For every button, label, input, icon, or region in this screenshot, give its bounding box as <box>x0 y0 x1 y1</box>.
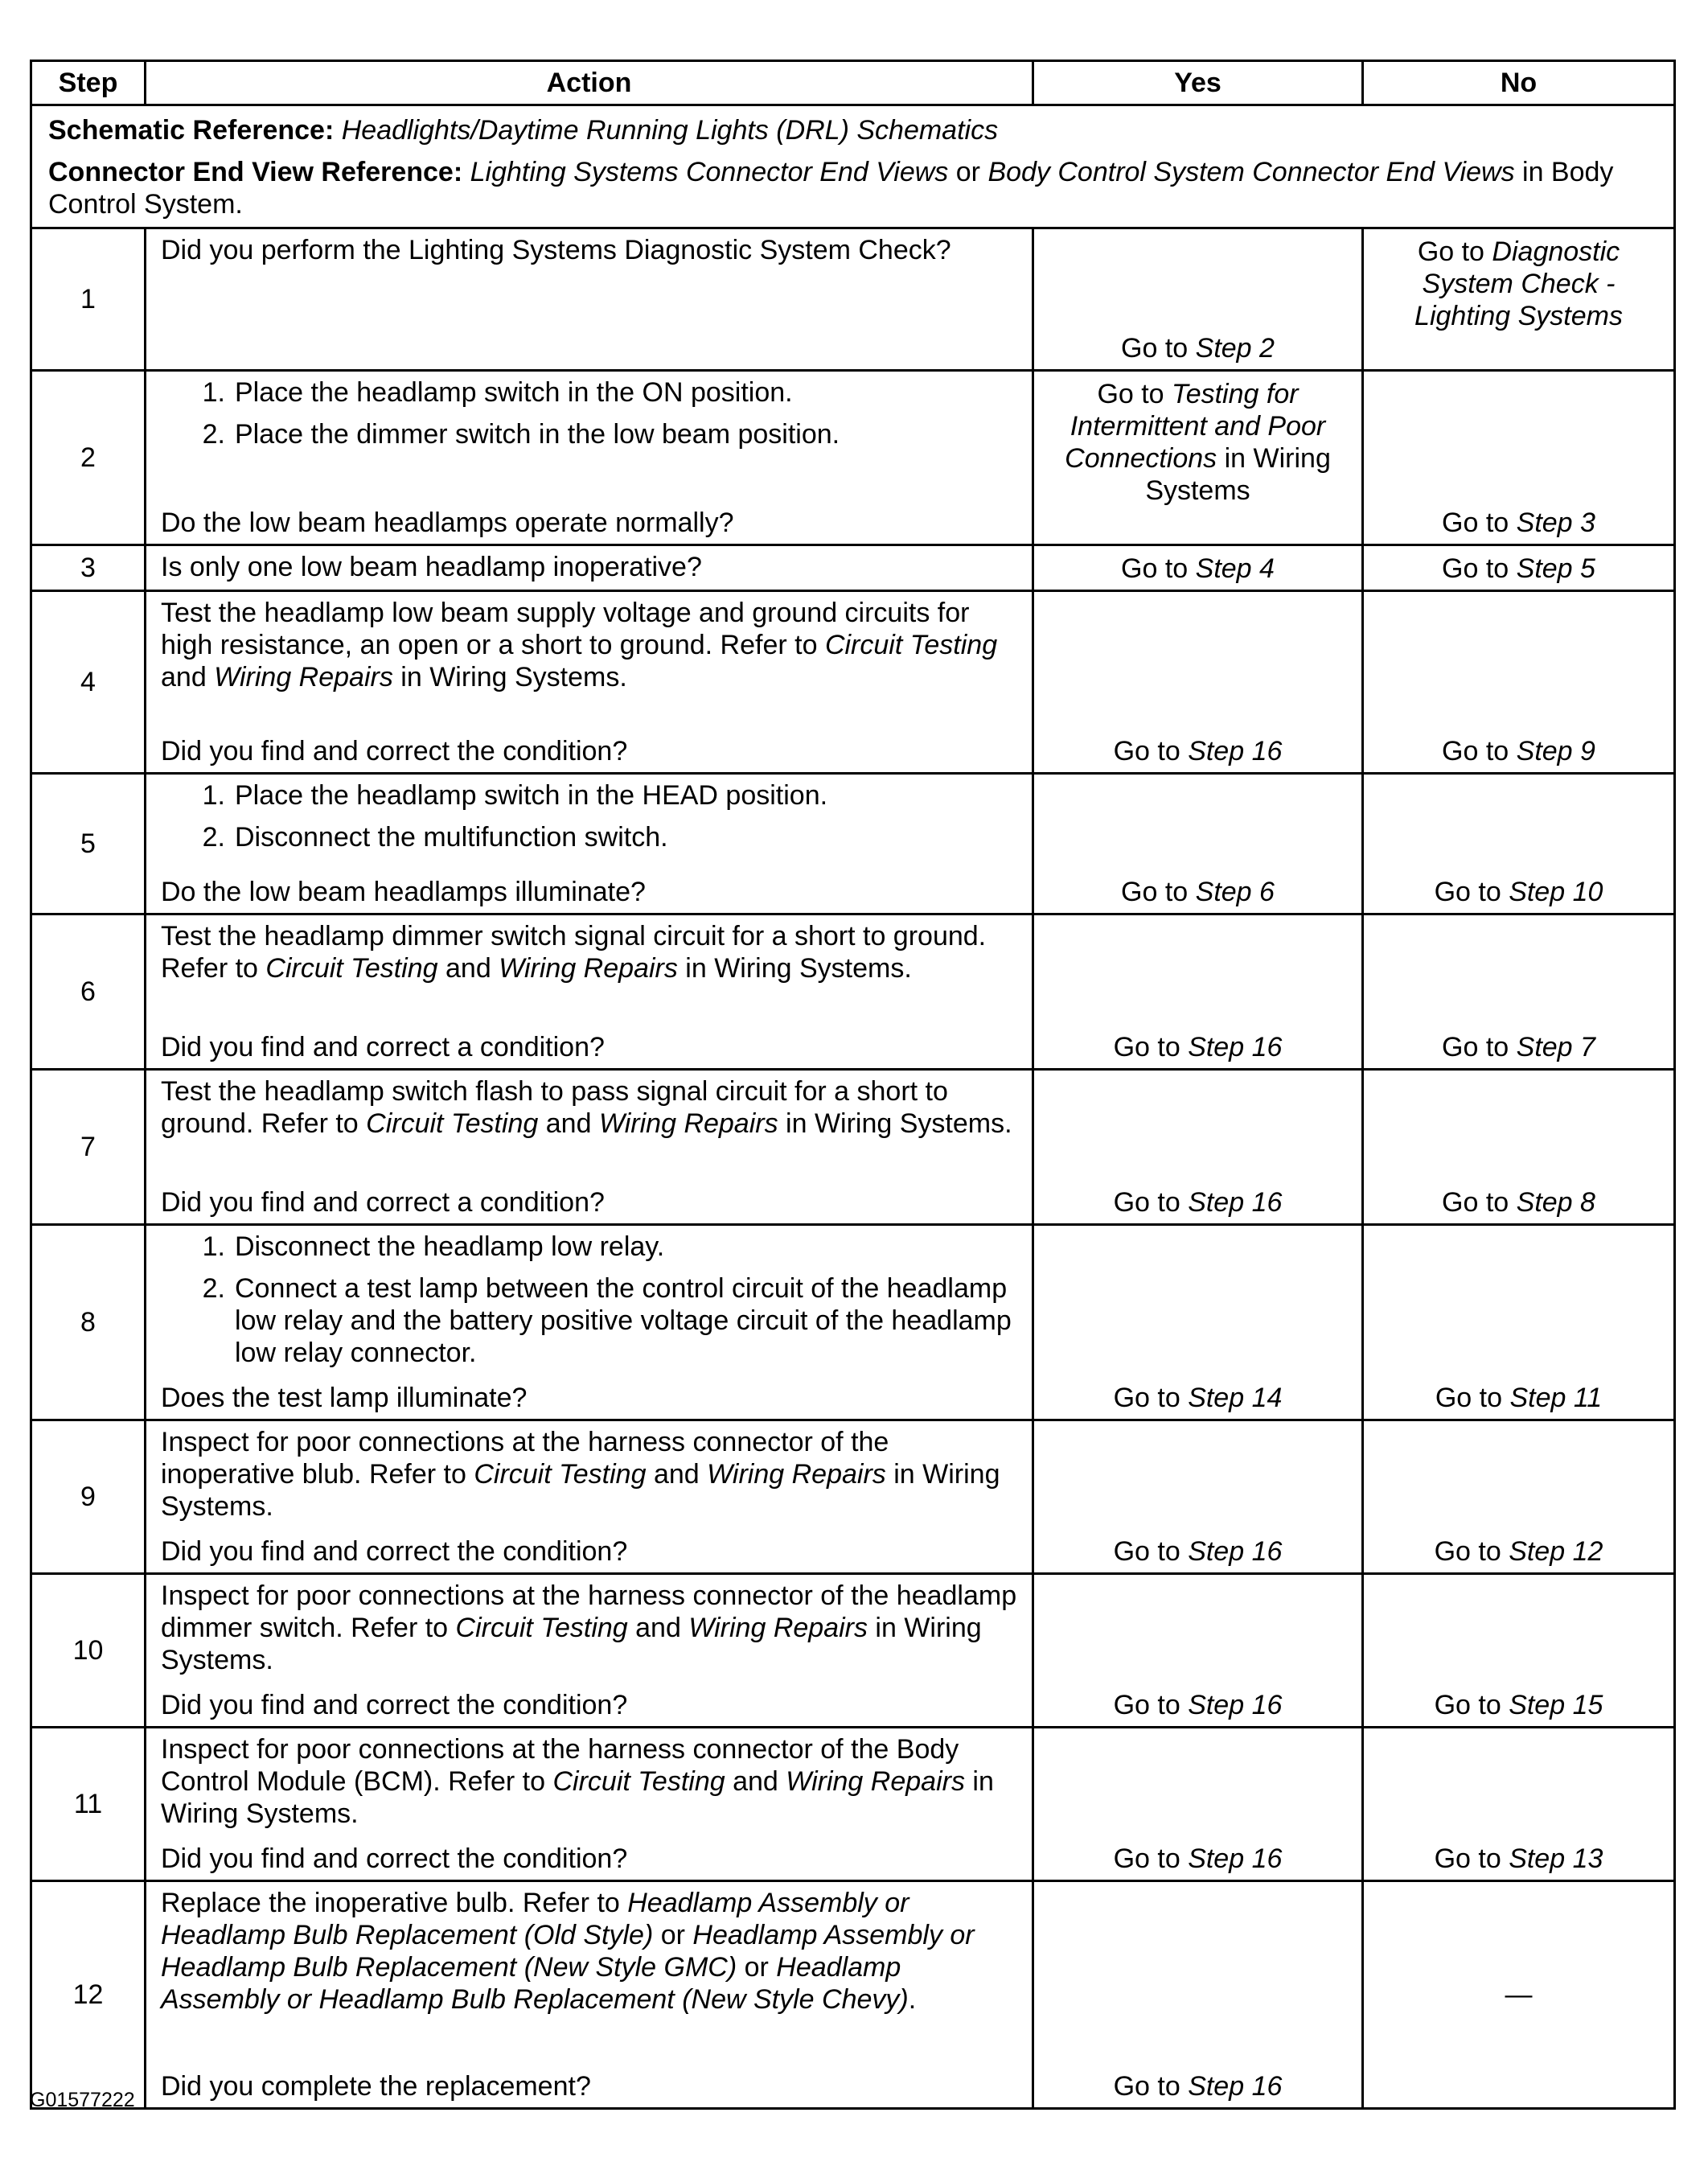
action-content <box>161 597 1017 767</box>
yes-cell <box>1033 228 1363 371</box>
table-row <box>31 545 1675 591</box>
action-text-tail: in Wiring Systems. <box>392 662 627 693</box>
no-cell <box>1363 591 1675 774</box>
list-text: Disconnect the headlamp low relay. <box>235 1231 665 1262</box>
connector-reference-label: Connector End View Reference: <box>48 157 463 187</box>
action-text-and: and <box>725 1766 786 1797</box>
action-cell <box>146 371 1033 545</box>
action-ref-circuit-testing: Circuit Testing <box>265 953 438 984</box>
yes-cell <box>1033 371 1363 545</box>
table-row <box>31 774 1675 914</box>
action-text-and: and <box>646 1459 708 1490</box>
action-list-item <box>161 821 1017 853</box>
no-target: Step 8 <box>1516 1187 1595 1218</box>
action-ref-circuit-testing: Circuit Testing <box>552 1766 725 1797</box>
no-link <box>1364 1031 1673 1063</box>
action-content <box>161 1231 1017 1414</box>
no-link <box>1364 1689 1673 1721</box>
table-row <box>31 1728 1675 1881</box>
action-cell <box>146 228 1033 371</box>
yes-link <box>1034 876 1361 908</box>
action-text-part: Test the headlamp switch flash to pass signal circuit for a short to ground. Refer to <box>161 1076 948 1139</box>
table-row <box>31 591 1675 774</box>
list-text: Place the headlamp switch in the HEAD position. <box>235 780 828 811</box>
yes-target: Step 16 <box>1188 1187 1283 1218</box>
list-text: Disconnect the multifunction switch. <box>235 822 668 853</box>
action-content <box>161 1075 1017 1219</box>
no-target: Step 3 <box>1516 508 1595 538</box>
action-text <box>161 1075 1017 1140</box>
no-prefix: Go to <box>1434 1843 1509 1874</box>
list-number: 1. <box>202 377 225 408</box>
yes-cell <box>1033 914 1363 1070</box>
no-cell <box>1363 1881 1675 2109</box>
yes-target: Step 16 <box>1188 1032 1283 1062</box>
no-target: Step 10 <box>1509 877 1603 907</box>
action-list-item <box>161 779 1017 812</box>
list-text: Connect a test lamp between the control circuit of the headlamp low relay and the battery positive voltage circuit of the headlamp low relay connector. <box>235 1273 1012 1368</box>
action-cell <box>146 545 1033 591</box>
action-content <box>161 1733 1017 1875</box>
action-text-and: and <box>437 953 499 984</box>
yes-link <box>1034 1031 1361 1063</box>
action-question: Did you complete the replacement? <box>161 2071 591 2102</box>
action-question: Does the test lamp illuminate? <box>161 1383 528 1413</box>
no-link <box>1364 876 1673 908</box>
yes-target: Step 16 <box>1188 1843 1283 1874</box>
action-ref-headlamp-replacement: Headlamp Assembly or Headlamp Bulb Replacement (New Style GMC) <box>161 1920 975 1983</box>
schematic-reference <box>48 114 1657 146</box>
step-number: 1 <box>31 228 146 371</box>
no-prefix: Go to <box>1417 236 1492 267</box>
step-number: 12 <box>31 1881 146 2109</box>
step-number: 3 <box>31 545 146 591</box>
action-cell <box>146 1728 1033 1881</box>
yes-target: Step 4 <box>1195 553 1275 584</box>
references-cell <box>31 105 1675 228</box>
yes-cell <box>1033 545 1363 591</box>
yes-prefix: Go to <box>1121 333 1196 364</box>
no-cell <box>1363 371 1675 545</box>
action-text-tail: in Wiring Systems. <box>161 1766 994 1829</box>
action-question: Do the low beam headlamps operate normally? <box>161 508 734 538</box>
list-text: Place the dimmer switch in the low beam position. <box>235 419 840 450</box>
action-cell <box>146 1574 1033 1728</box>
no-dash: — <box>1505 1979 1533 2010</box>
action-ref-wiring-repairs: Wiring Repairs <box>214 662 393 693</box>
action-cell <box>146 1070 1033 1225</box>
action-text-part: Test the headlamp low beam supply voltage and ground circuits for high resistance, an open or a short to ground. Refer to <box>161 598 970 660</box>
header-row <box>31 61 1675 105</box>
schematic-reference-label: Schematic Reference: <box>48 115 335 146</box>
yes-link <box>1034 1535 1361 1568</box>
step-number: 7 <box>31 1070 146 1225</box>
no-prefix: Go to <box>1442 1032 1517 1062</box>
no-cell <box>1363 1420 1675 1574</box>
action-text-part: Test the headlamp dimmer switch signal circuit for a short to ground. Refer to <box>161 921 987 984</box>
action-text-part: Inspect for poor connections at the harness connector of the inoperative blub. Refer to <box>161 1427 889 1490</box>
connector-reference-or: or <box>948 157 988 187</box>
yes-link <box>1034 1186 1361 1219</box>
yes-link <box>1034 332 1361 364</box>
no-prefix: Go to <box>1442 1187 1517 1218</box>
no-cell <box>1363 545 1675 591</box>
no-link <box>1364 735 1673 767</box>
header-action: Action <box>146 61 1033 105</box>
action-ref-wiring-repairs: Wiring Repairs <box>499 953 678 984</box>
step-number: 8 <box>31 1225 146 1420</box>
action-list-item <box>161 418 1017 450</box>
connector-reference-tail: in Body Control System. <box>48 157 1614 220</box>
no-cell <box>1363 1574 1675 1728</box>
no-link <box>1364 1382 1673 1414</box>
action-ref-wiring-repairs: Wiring Repairs <box>786 1766 965 1797</box>
yes-suffix: in Wiring Systems <box>1145 443 1331 506</box>
no-link <box>1364 1535 1673 1568</box>
action-text-part: Inspect for poor connections at the harness connector of the Body Control Module (BCM). Refer to <box>161 1734 959 1797</box>
yes-cell <box>1033 1420 1363 1574</box>
no-link <box>1364 553 1673 585</box>
no-target: Diagnostic System Check - Lighting Systems <box>1414 236 1623 331</box>
step-rows <box>31 228 1675 2109</box>
no-cell <box>1363 1728 1675 1881</box>
yes-target: Step 16 <box>1188 1690 1283 1720</box>
diagnostic-table <box>30 60 1676 2110</box>
connector-reference-part2: Body Control System Connector End Views <box>987 157 1515 187</box>
action-ref-circuit-testing: Circuit Testing <box>455 1613 628 1643</box>
step-number: 5 <box>31 774 146 914</box>
yes-target: Step 16 <box>1188 736 1283 766</box>
no-link <box>1364 507 1673 539</box>
yes-cell <box>1033 1225 1363 1420</box>
action-text-and: and <box>627 1613 689 1643</box>
step-number: 2 <box>31 371 146 545</box>
action-list-item <box>161 1231 1017 1263</box>
action-question: Did you find and correct the condition? <box>161 1690 628 1720</box>
yes-target: Step 16 <box>1188 2071 1283 2102</box>
action-text <box>161 1426 1017 1523</box>
yes-prefix: Go to <box>1113 1032 1189 1062</box>
action-question: Did you find and correct the condition? <box>161 1843 628 1874</box>
action-content <box>161 551 1017 585</box>
table-row <box>31 1420 1675 1574</box>
no-prefix: Go to <box>1442 736 1517 766</box>
action-ref-wiring-repairs: Wiring Repairs <box>688 1613 868 1643</box>
step-number: 9 <box>31 1420 146 1574</box>
no-prefix: Go to <box>1442 553 1517 584</box>
action-text <box>161 1887 1017 2016</box>
action-content <box>161 1887 1017 2102</box>
yes-link <box>1034 378 1361 507</box>
action-text <box>161 1580 1017 1676</box>
no-cell <box>1363 228 1675 371</box>
action-ref-circuit-testing: Circuit Testing <box>474 1459 647 1490</box>
action-text <box>161 920 1017 984</box>
action-content <box>161 1580 1017 1721</box>
references-row <box>31 105 1675 228</box>
step-number: 4 <box>31 591 146 774</box>
action-question: Did you find and correct the condition? <box>161 1536 628 1567</box>
no-link <box>1364 236 1673 332</box>
action-text <box>161 1733 1017 1830</box>
action-cell <box>146 1225 1033 1420</box>
list-number: 2. <box>202 419 225 450</box>
no-prefix: Go to <box>1434 1536 1509 1567</box>
action-question: Did you find and correct a condition? <box>161 1032 605 1062</box>
yes-prefix: Go to <box>1121 553 1196 584</box>
yes-link <box>1034 735 1361 767</box>
action-question: Did you find and correct the condition? <box>161 736 628 766</box>
table-row <box>31 1225 1675 1420</box>
yes-prefix: Go to <box>1097 379 1172 409</box>
no-target: Step 15 <box>1509 1690 1603 1720</box>
yes-cell <box>1033 1574 1363 1728</box>
list-number: 2. <box>202 1273 225 1304</box>
yes-cell <box>1033 591 1363 774</box>
table-row <box>31 1881 1675 2109</box>
list-number: 2. <box>202 822 225 853</box>
action-ref-wiring-repairs: Wiring Repairs <box>707 1459 886 1490</box>
yes-cell <box>1033 1070 1363 1225</box>
action-text-part: . <box>908 1984 917 2015</box>
action-text-part: Replace the inoperative bulb. Refer to <box>161 1888 628 1918</box>
yes-target: Testing for Intermittent and Poor Connections <box>1065 379 1326 474</box>
action-content <box>161 234 1017 364</box>
header-step: Step <box>31 61 146 105</box>
action-text-tail: in Wiring Systems. <box>161 1459 1000 1522</box>
action-text-part: Inspect for poor connections at the harness connector of the headlamp dimmer switch. Refer to <box>161 1580 1017 1643</box>
action-ref-circuit-testing: Circuit Testing <box>824 630 998 660</box>
action-ref-headlamp-replacement: Headlamp Assembly or Headlamp Bulb Replacement (New Style Chevy) <box>161 1952 909 2015</box>
schematic-reference-value: Headlights/Daytime Running Lights (DRL) Schematics <box>341 115 999 146</box>
yes-prefix: Go to <box>1113 1843 1189 1874</box>
no-link <box>1364 1186 1673 1219</box>
action-text-and: and <box>538 1108 599 1139</box>
header-yes: Yes <box>1033 61 1363 105</box>
action-text-part: or <box>737 1952 777 1983</box>
no-target: Step 11 <box>1509 1383 1603 1413</box>
no-target: Step 13 <box>1509 1843 1603 1874</box>
action-content <box>161 1426 1017 1568</box>
action-ref-circuit-testing: Circuit Testing <box>366 1108 539 1139</box>
no-target: Step 9 <box>1516 736 1595 766</box>
yes-link <box>1034 1689 1361 1721</box>
yes-cell <box>1033 1881 1363 2109</box>
action-text-tail: in Wiring Systems. <box>161 1613 982 1675</box>
step-number: 6 <box>31 914 146 1070</box>
table-row <box>31 371 1675 545</box>
yes-prefix: Go to <box>1113 2071 1189 2102</box>
yes-target: Step 14 <box>1188 1383 1283 1413</box>
action-list-item <box>161 1272 1017 1369</box>
action-question: Do the low beam headlamps illuminate? <box>161 877 646 907</box>
no-cell <box>1363 1070 1675 1225</box>
yes-link <box>1034 1382 1361 1414</box>
no-cell <box>1363 1225 1675 1420</box>
yes-link <box>1034 2070 1361 2102</box>
action-ref-wiring-repairs: Wiring Repairs <box>598 1108 778 1139</box>
no-target: Step 7 <box>1516 1032 1595 1062</box>
action-cell <box>146 914 1033 1070</box>
yes-prefix: Go to <box>1113 1187 1189 1218</box>
action-text-tail: in Wiring Systems. <box>677 953 912 984</box>
action-content <box>161 920 1017 1063</box>
action-text <box>161 597 1017 693</box>
yes-prefix: Go to <box>1113 1383 1189 1413</box>
table-row <box>31 228 1675 371</box>
yes-target: Step 16 <box>1188 1536 1283 1567</box>
no-cell <box>1363 774 1675 914</box>
list-number: 1. <box>202 1231 225 1262</box>
yes-cell <box>1033 1728 1363 1881</box>
list-text: Place the headlamp switch in the ON position. <box>235 377 793 408</box>
no-target: Step 5 <box>1516 553 1595 584</box>
header-no: No <box>1363 61 1675 105</box>
action-text: Did you perform the Lighting Systems Diagnostic System Check? <box>161 235 951 265</box>
yes-target: Step 6 <box>1195 877 1275 907</box>
action-cell <box>146 1420 1033 1574</box>
yes-cell <box>1033 774 1363 914</box>
yes-prefix: Go to <box>1113 736 1189 766</box>
no-prefix: Go to <box>1442 508 1517 538</box>
connector-reference <box>48 156 1657 220</box>
step-number: 11 <box>31 1728 146 1881</box>
yes-link <box>1034 1843 1361 1875</box>
list-number: 1. <box>202 780 225 811</box>
no-cell <box>1363 914 1675 1070</box>
table-row <box>31 1070 1675 1225</box>
yes-prefix: Go to <box>1113 1536 1189 1567</box>
action-text-part: or <box>653 1920 693 1950</box>
action-cell <box>146 774 1033 914</box>
figure-id: G01577222 <box>30 2089 135 2111</box>
table-row <box>31 1574 1675 1728</box>
action-list-item <box>161 376 1017 409</box>
action-content <box>161 376 1017 539</box>
yes-prefix: Go to <box>1113 1690 1189 1720</box>
action-text-tail: in Wiring Systems. <box>778 1108 1012 1139</box>
no-prefix: Go to <box>1434 877 1509 907</box>
table-row <box>31 914 1675 1070</box>
yes-link <box>1034 553 1361 585</box>
no-prefix: Go to <box>1435 1383 1510 1413</box>
connector-reference-part1: Lighting Systems Connector End Views <box>470 157 949 187</box>
action-content <box>161 779 1017 908</box>
action-text-and: and <box>161 662 215 693</box>
action-question: Did you find and correct a condition? <box>161 1187 605 1218</box>
no-link <box>1364 1843 1673 1875</box>
action-cell <box>146 591 1033 774</box>
action-text: Is only one low beam headlamp inoperative? <box>161 552 702 582</box>
action-ref-headlamp-replacement: Headlamp Assembly or Headlamp Bulb Replacement (Old Style) <box>161 1888 909 1950</box>
step-number: 10 <box>31 1574 146 1728</box>
no-target: Step 12 <box>1509 1536 1603 1567</box>
yes-prefix: Go to <box>1121 877 1196 907</box>
yes-target: Step 2 <box>1195 333 1275 364</box>
action-cell <box>146 1881 1033 2109</box>
no-prefix: Go to <box>1434 1690 1509 1720</box>
